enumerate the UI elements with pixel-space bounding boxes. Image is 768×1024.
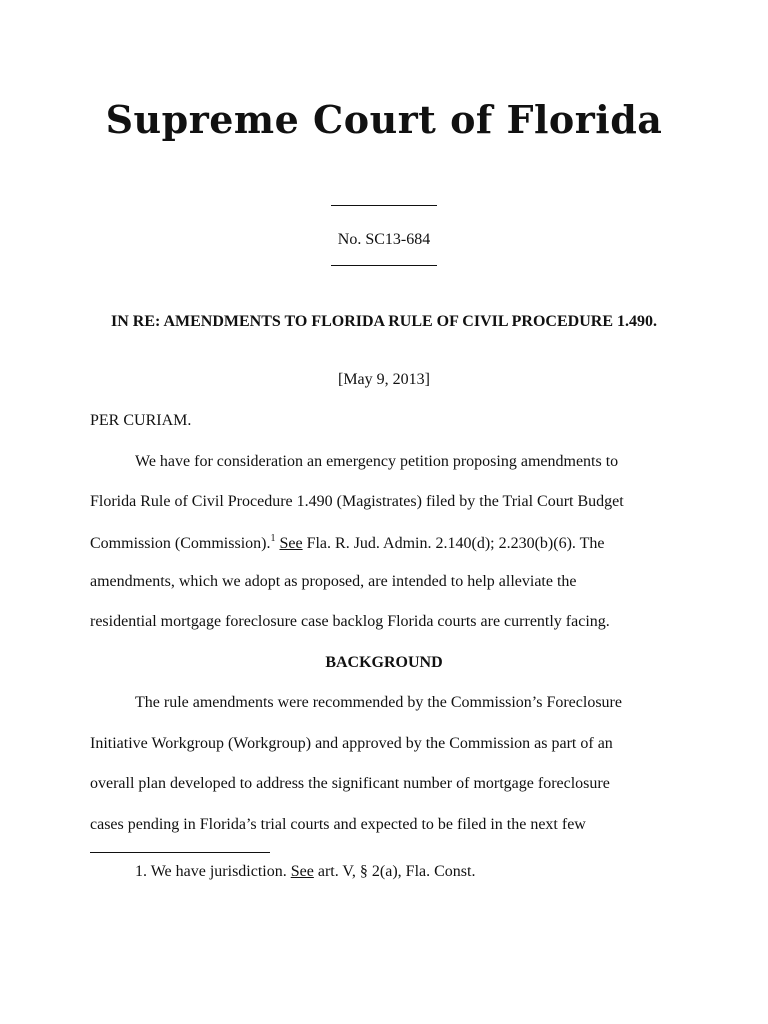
per-curiam: PER CURIAM. [90, 412, 192, 429]
paragraph-2-line-1: The rule amendments were recommended by the Commission’s Foreclosure [135, 694, 622, 711]
paragraph-1-line-5: residential mortgage foreclosure case backlog Florida courts are currently facing. [90, 613, 610, 630]
paragraph-2-line-3: overall plan developed to address the significant number of mortgage foreclosure [90, 775, 610, 792]
paragraph-1-line-3-text: Commission (Commission). [90, 535, 271, 552]
paragraph-2-line-2: Initiative Workgroup (Workgroup) and approved by the Commission as part of an [90, 735, 613, 752]
citation-text: Fla. R. Jud. Admin. 2.140(d); 2.230(b)(6). The [302, 535, 605, 552]
paragraph-1-line-1: We have for consideration an emergency petition proposing amendments to [135, 453, 619, 470]
paragraph-2-line-4: cases pending in Florida’s trial courts and expected to be filed in the next few [90, 816, 586, 833]
decision-date: [May 9, 2013] [338, 371, 430, 388]
paragraph-1-line-3 [90, 533, 604, 553]
docket-number: No. SC13-684 [337, 231, 431, 248]
case-caption: IN RE: AMENDMENTS TO FLORIDA RULE OF CIVIL PROCEDURE 1.490. [111, 313, 657, 330]
footnote-citation: art. V, § 2(a), Fla. Const. [313, 863, 476, 880]
paragraph-1-line-4: amendments, which we adopt as proposed, are intended to help alleviate the [90, 573, 577, 590]
footnote-see-signal: See [290, 863, 314, 880]
footnote-separator [90, 852, 270, 853]
footnote-text: We have jurisdiction. [150, 863, 287, 880]
court-title: Supreme Court of Florida [105, 97, 663, 142]
footnote-number: 1. [135, 863, 147, 880]
see-signal: See [279, 535, 303, 552]
docket-rule-top [331, 205, 437, 206]
paragraph-1-line-2: Florida Rule of Civil Procedure 1.490 (Magistrates) filed by the Trial Court Budget [90, 493, 624, 510]
docket-rule-bottom [331, 265, 437, 266]
footnote [135, 863, 475, 881]
section-heading: BACKGROUND [325, 654, 443, 671]
footnote-reference: 1 [270, 533, 276, 544]
